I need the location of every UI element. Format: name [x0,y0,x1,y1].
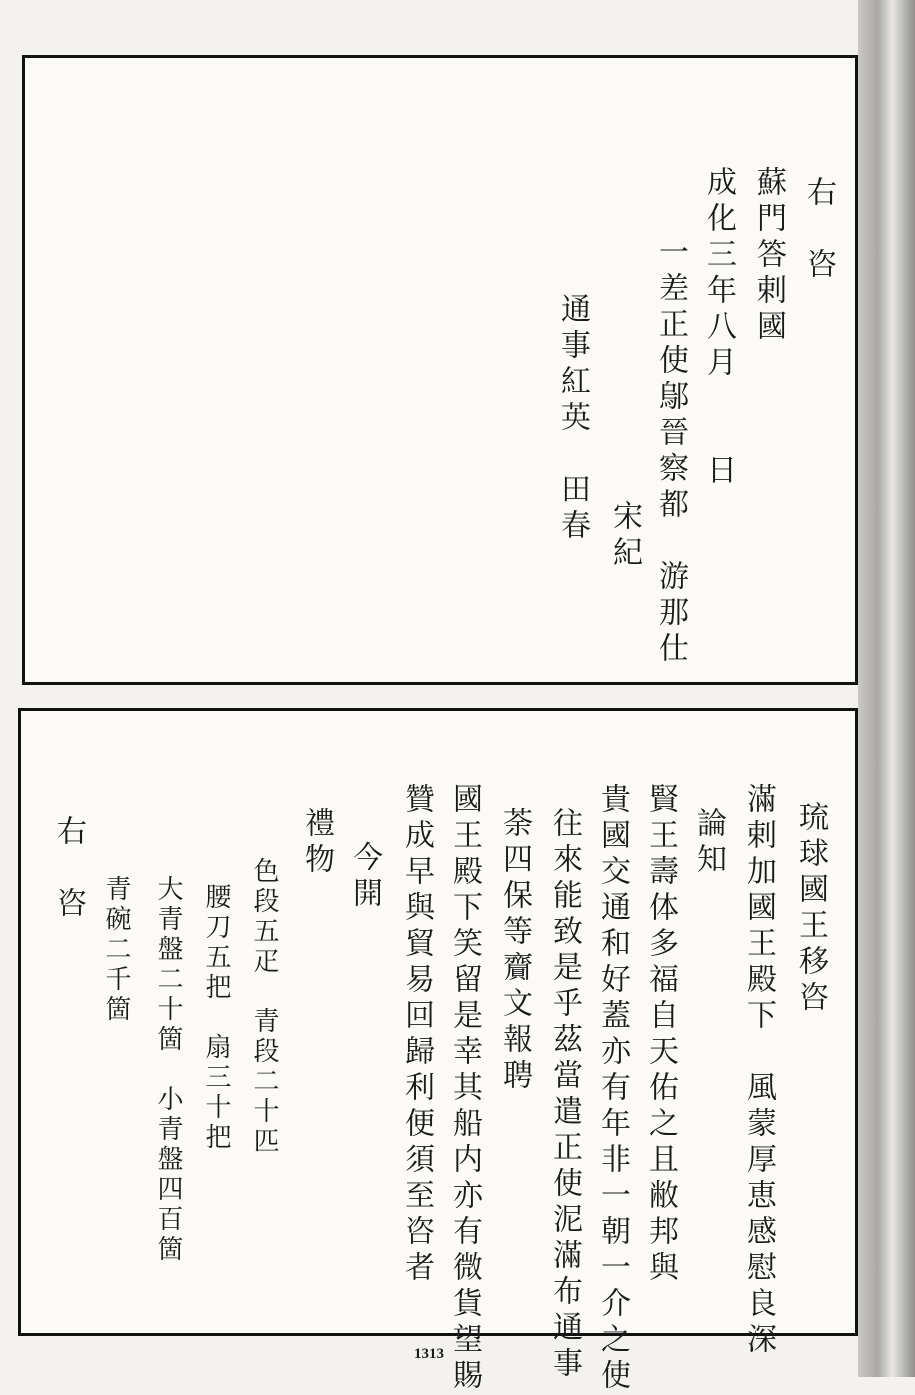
page-number: 1313 [414,1346,444,1362]
lower-column-2: 滿剌加國王殿下 風蒙厚恵感慰良深 [741,783,776,1359]
book-binding-edge [858,0,915,1377]
upper-column-6: 通事紅英 田春 [555,293,590,545]
lower-column-6: 往來能致是乎茲當遣正使泥滿布通事 [547,807,582,1383]
lower-column-7: 荼四保等齎文報聘 [497,807,532,1095]
lower-column-9: 贊成早與貿易回歸利便須至咨者 [399,783,434,1287]
lower-column-13: 腰刀五把 扇三十把 [201,883,231,1153]
lower-column-14: 大青盤二十箇 小青盤四百箇 [153,875,183,1265]
lower-column-8: 國王殿下笑留是幸其船内亦有微貨望賜 [447,783,482,1395]
upper-document-panel [22,55,858,685]
lower-column-3: 論知 [691,807,726,879]
lower-column-5: 貴國交通和好蓋亦有年非一朝一介之使 [595,783,630,1395]
lower-column-15: 青碗二千箇 [101,875,131,1025]
lower-column-12: 色段五疋 青段二十匹 [249,857,279,1157]
upper-column-5: 宋紀 [607,500,642,572]
lower-column-1: 琉球國王移咨 [793,801,828,1017]
lower-column-10: 今開 [347,841,382,913]
lower-column-4: 賢王壽体多福自天佑之且敝邦與 [643,783,678,1287]
upper-column-4: 一差正使鄔晉察都 游那仕 [653,236,688,668]
upper-column-1: 右 咨 [801,176,836,284]
upper-column-2: 蘇門答剌國 [751,166,786,346]
upper-column-3: 成化三年八月 日 [701,166,736,490]
lower-column-16: 右 咨 [51,815,86,923]
lower-column-11: 禮物 [299,807,334,879]
